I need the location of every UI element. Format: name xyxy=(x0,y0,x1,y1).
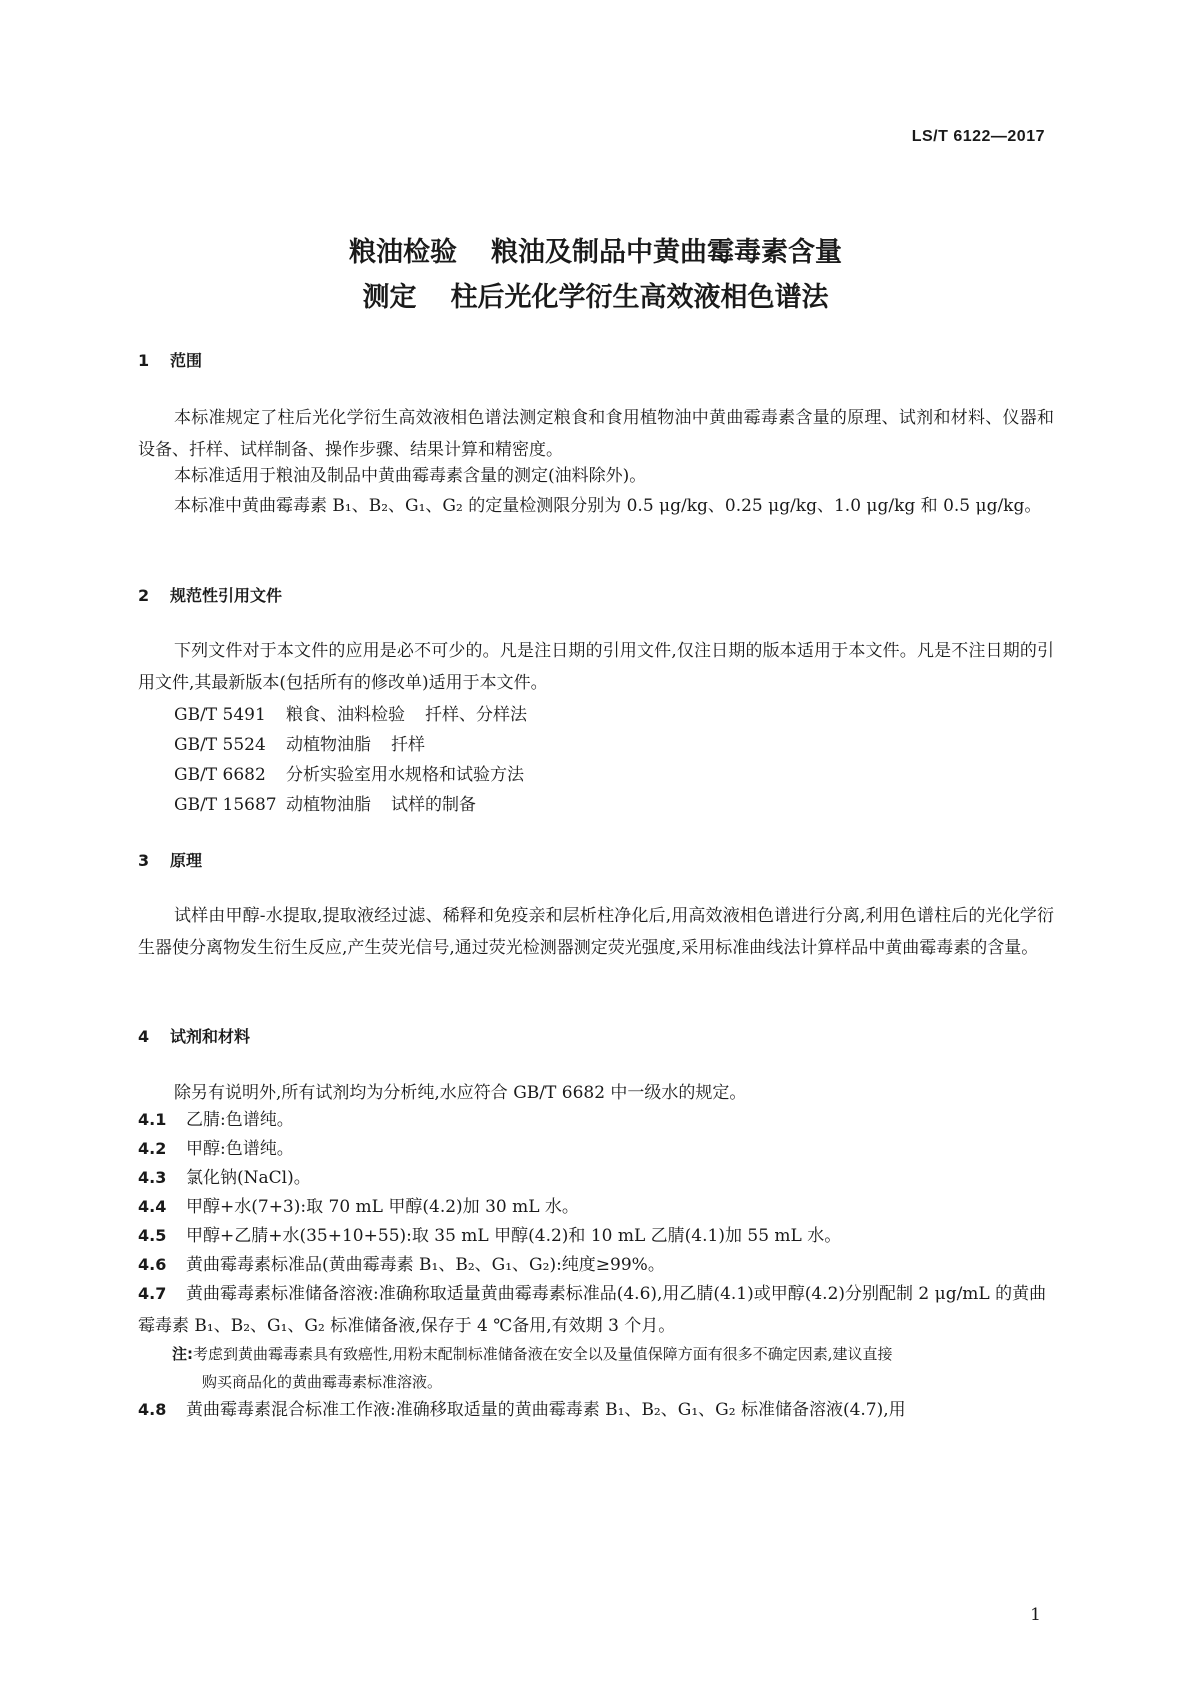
paragraph: 除另有说明外,所有试剂均为分析纯,水应符合 GB/T 6682 中一级水的规定。 xyxy=(174,1083,747,1103)
reference-code: GB/T 6682 xyxy=(174,765,266,785)
reagent-item xyxy=(138,1249,1054,1281)
note-text-line-2: 购买商品化的黄曲霉毒素标准溶液。 xyxy=(202,1373,443,1391)
document-title-line-1 xyxy=(0,230,1191,269)
reagent-item xyxy=(138,1278,1054,1342)
reagent-item xyxy=(138,1191,1054,1223)
title-part-d: 柱后光化学衍生高效液相色谱法 xyxy=(450,282,829,313)
reference-subtitle: 试样的制备 xyxy=(391,795,476,815)
paragraph: 本标准规定了柱后光化学衍生高效液相色谱法测定粮食和食用植物油中黄曲霉毒素含量的原理、试剂和材料、仪器和设备、扦样、试样制备、操作步骤、结果计算和精密度。 xyxy=(138,408,1054,460)
reference-title: 分析实验室用水规格和试验方法 xyxy=(286,765,524,785)
reagent-item xyxy=(138,1162,1054,1194)
reagent-item xyxy=(138,1133,1054,1165)
note-text-line-1: 考虑到黄曲霉毒素具有致癌性,用粉末配制标准储备液在安全以及量值保障方面有很多不确定因素,建议直接 xyxy=(193,1345,893,1363)
title-part-c: 测定 xyxy=(362,282,417,313)
reference-code: GB/T 5491 xyxy=(174,705,266,725)
reference-title: 动植物油脂 xyxy=(286,735,371,755)
item-number: 4.8 xyxy=(138,1400,167,1419)
section-heading-scope xyxy=(138,348,202,371)
title-part-a: 粮油检验 xyxy=(349,237,457,268)
item-text: 甲醇+乙腈+水(35+10+55):取 35 mL 甲醇(4.2)和 10 mL 乙腈(4.1)加 55 mL 水。 xyxy=(186,1226,842,1246)
note xyxy=(172,1340,1054,1396)
paragraph: 试样由甲醇-水提取,提取液经过滤、稀释和免疫亲和层析柱净化后,用高效液相色谱进行分离,利用色谱柱后的光化学衍生器使分离物发生衍生反应,产生荧光信号,通过荧光检测器测定荧光强度,采用标准曲线法计算样品中黄曲霉毒素的含量。 xyxy=(138,906,1054,958)
reference-item xyxy=(174,730,425,755)
title-part-b: 粮油及制品中黄曲霉毒素含量 xyxy=(491,237,842,268)
paragraph: 下列文件对于本文件的应用是必不可少的。凡是注日期的引用文件,仅注日期的版本适用于本文件。凡是不注日期的引用文件,其最新版本(包括所有的修改单)适用于本文件。 xyxy=(138,641,1054,693)
section-number: 4 xyxy=(138,1027,150,1046)
item-number: 4.1 xyxy=(138,1110,167,1129)
item-text: 乙腈:色谱纯。 xyxy=(186,1110,294,1130)
reagent-item xyxy=(138,1104,1054,1136)
note-label: 注: xyxy=(172,1345,193,1363)
item-number: 4.4 xyxy=(138,1197,167,1216)
item-number: 4.6 xyxy=(138,1255,167,1274)
item-number: 4.3 xyxy=(138,1168,167,1187)
item-text: 甲醇:色谱纯。 xyxy=(186,1139,294,1159)
reference-item xyxy=(174,700,527,725)
document-title-line-2 xyxy=(0,275,1191,314)
item-number: 4.5 xyxy=(138,1226,167,1245)
paragraph: 本标准中黄曲霉毒素 B₁、B₂、G₁、G₂ 的定量检测限分别为 0.5 μg/kg、0.25 μg/kg、1.0 μg/kg 和 0.5 μg/kg。 xyxy=(174,496,1042,516)
paragraph: 本标准适用于粮油及制品中黄曲霉毒素含量的测定(油料除外)。 xyxy=(174,466,647,486)
item-text: 黄曲霉毒素标准品(黄曲霉毒素 B₁、B₂、G₁、G₂):纯度≥99%。 xyxy=(186,1255,665,1275)
item-text: 黄曲霉毒素混合标准工作液:准确移取适量的黄曲霉毒素 B₁、B₂、G₁、G₂ 标准储备溶液(4.7),用 xyxy=(186,1400,906,1420)
section-title: 范围 xyxy=(170,351,203,370)
section-number: 1 xyxy=(138,351,150,370)
section-heading-principle xyxy=(138,848,202,871)
item-text: 甲醇+水(7+3):取 70 mL 甲醇(4.2)加 30 mL 水。 xyxy=(186,1197,579,1217)
reference-code: GB/T 5524 xyxy=(174,735,266,755)
item-number: 4.2 xyxy=(138,1139,167,1158)
reference-title: 粮食、油料检验 xyxy=(286,705,405,725)
item-text: 黄曲霉毒素标准储备溶液:准确称取适量黄曲霉毒素标准品(4.6),用乙腈(4.1)或甲醇(4.2)分别配制 2 μg/mL 的黄曲霉毒素 B₁、B₂、G₁、G₂ 标准储备液,保存于 4 ℃备用,有效期 3 个月。 xyxy=(138,1284,1047,1336)
section-number: 2 xyxy=(138,586,150,605)
section-heading-reagents xyxy=(138,1024,250,1047)
reference-subtitle: 扦样、分样法 xyxy=(425,705,527,725)
reference-subtitle: 扦样 xyxy=(391,735,425,755)
section-title: 试剂和材料 xyxy=(170,1027,251,1046)
reagent-item xyxy=(138,1394,1054,1426)
section-heading-normative-references xyxy=(138,583,282,606)
reference-code: GB/T 15687 xyxy=(174,795,277,815)
reference-item xyxy=(174,790,476,815)
reference-title: 动植物油脂 xyxy=(286,795,371,815)
reagent-item xyxy=(138,1220,1054,1252)
item-number: 4.7 xyxy=(138,1284,167,1303)
page-number: 1 xyxy=(1030,1605,1041,1625)
item-text: 氯化钠(NaCl)。 xyxy=(186,1168,311,1188)
standard-code: LS/T 6122—2017 xyxy=(911,128,1045,145)
section-title: 原理 xyxy=(170,851,203,870)
section-title: 规范性引用文件 xyxy=(170,586,283,605)
section-number: 3 xyxy=(138,851,150,870)
reference-item xyxy=(174,760,524,785)
